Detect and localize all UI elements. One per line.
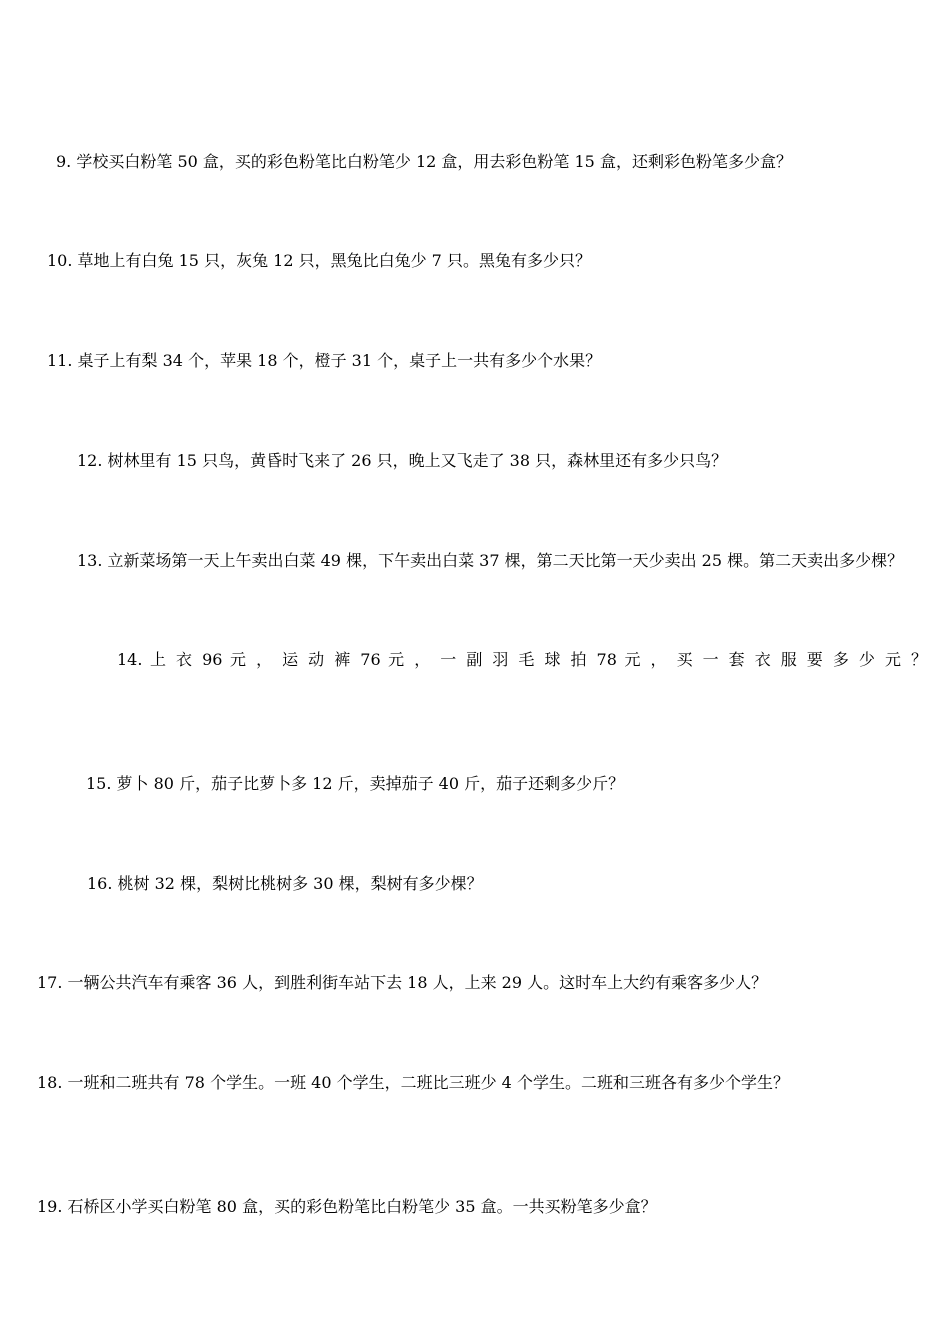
problem-17: 17. 一辆公共汽车有乘客 36 人，到胜利街车站下去 18 人，上来 29 人。这时车上大约有乘客多少人？ (37, 973, 768, 992)
problem-13: 13. 立新菜场第一天上午卖出白菜 49 棵，下午卖出白菜 37 棵，第二天比第一天少卖出 25 棵。第二天卖出多少棵？ (77, 551, 904, 570)
problem-14: 14. 上 衣 96 元 ， 运 动 裤 76 元 ， 一 副 羽 毛 球 拍 78 元 ， 买 一 套 衣 服 要 多 少 元 ？ (117, 650, 927, 669)
problem-11: 11. 桌子上有梨 34 个，苹果 18 个，橙子 31 个，桌子上一共有多少个水果？ (47, 351, 602, 370)
problem-19: 19. 石桥区小学买白粉笔 80 盒，买的彩色粉笔比白粉笔少 35 盒。一共买粉笔多少盒？ (37, 1197, 657, 1216)
problem-10: 10. 草地上有白兔 15 只，灰兔 12 只，黑兔比白兔少 7 只。黑兔有多少只？ (47, 251, 591, 270)
problem-18: 18. 一班和二班共有 78 个学生。一班 40 个学生，二班比三班少 4 个学生。二班和三班各有多少个学生？ (37, 1073, 789, 1092)
problem-12: 12. 树林里有 15 只鸟，黄昏时飞来了 26 只，晚上又飞走了 38 只，森林里还有多少只鸟？ (77, 451, 728, 470)
problem-16: 16. 桃树 32 棵，梨树比桃树多 30 棵，梨树有多少棵？ (87, 874, 483, 893)
problem-9: 9. 学校买白粉笔 50 盒，买的彩色粉笔比白粉笔少 12 盒，用去彩色粉笔 15 盒，还剩彩色粉笔多少盒？ (56, 152, 792, 171)
problem-15: 15. 萝卜 80 斤，茄子比萝卜多 12 斤，卖掉茄子 40 斤，茄子还剩多少斤？ (86, 774, 625, 793)
